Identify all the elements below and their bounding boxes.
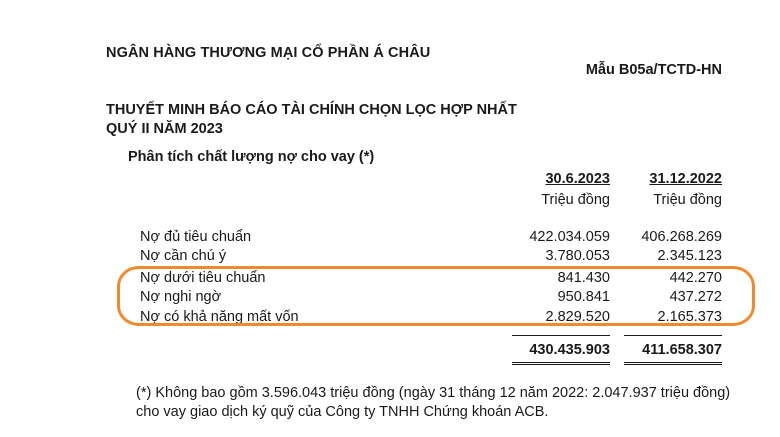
footnote [136, 384, 730, 422]
total-rule-bottom-1b [512, 364, 610, 365]
bank-name: NGÂN HÀNG THƯƠNG MẠI CỔ PHẦN Á CHÂU [106, 45, 431, 61]
row-label: Nợ đủ tiêu chuẩn [140, 229, 252, 245]
total-row [0, 342, 780, 362]
table-row [0, 248, 780, 268]
table-row [0, 229, 780, 249]
column-date-2: 31.12.2022 [649, 171, 722, 187]
total-value-1: 430.435.903 [529, 342, 610, 358]
total-value-2: 411.658.307 [642, 342, 722, 358]
row-value-2: 2.165.373 [657, 309, 722, 325]
column-date-1: 30.6.2023 [545, 171, 610, 187]
row-label: Nợ nghi ngờ [140, 289, 222, 305]
row-value-2: 406.268.269 [641, 229, 722, 245]
total-rule-bottom-2b [624, 364, 722, 365]
section-title: Phân tích chất lượng nợ cho vay (*) [128, 149, 375, 165]
row-value-1: 3.780.053 [545, 248, 610, 264]
row-value-1: 950.841 [557, 289, 610, 305]
row-label: Nợ dưới tiêu chuẩn [140, 270, 266, 286]
total-rule-top-1 [512, 335, 610, 336]
footnote-line-1: (*) Không bao gồm 3.596.043 triệu đồng (ngày 31 tháng 12 năm 2022: 2.047.937 triệu đồng) [136, 385, 731, 401]
column-unit-2: Triệu đồng [653, 192, 722, 208]
row-label: Nợ cần chú ý [140, 248, 227, 264]
row-label: Nợ có khả năng mất vốn [140, 309, 299, 325]
row-value-2: 437.272 [669, 289, 722, 305]
row-value-1: 2.829.520 [545, 309, 610, 325]
row-value-1: 422.034.059 [529, 229, 610, 245]
document-title [106, 101, 517, 139]
form-code: Mẫu B05a/TCTD-HN [585, 62, 722, 78]
title-line-1: THUYẾT MINH BÁO CÁO TÀI CHÍNH CHỌN LỌC HỢP NHẤT [106, 102, 517, 118]
highlight-annotation [117, 266, 755, 326]
total-rule-top-2 [624, 335, 722, 336]
footnote-line-2: cho vay giao dịch ký quỹ của Công ty TNHH Chứng khoán ACB. [136, 404, 549, 420]
row-value-1: 841.430 [557, 270, 610, 286]
total-rule-bottom-1a [512, 362, 610, 363]
row-value-2: 2.345.123 [657, 248, 722, 264]
title-line-2: QUÝ II NĂM 2023 [106, 121, 223, 137]
row-value-2: 442.270 [669, 270, 722, 286]
column-unit-1: Triệu đồng [541, 192, 610, 208]
total-rule-bottom-2a [624, 362, 722, 363]
